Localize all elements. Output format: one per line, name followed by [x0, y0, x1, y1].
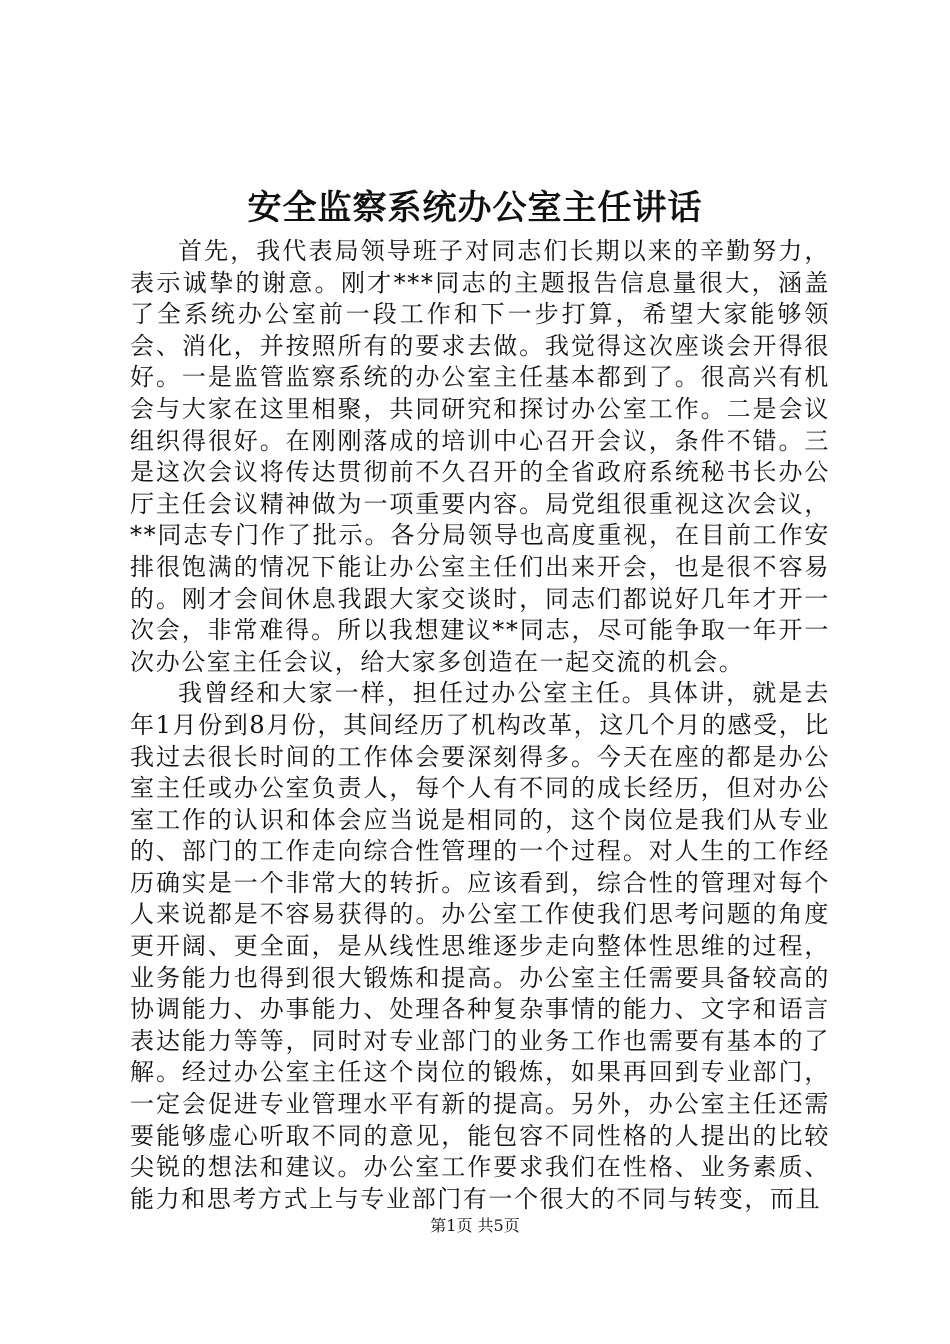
document-title: 安全监察系统办公室主任讲话 [247, 188, 703, 228]
document-body [130, 236, 830, 1215]
paragraph-1: 首先，我代表局领导班子对同志们长期以来的辛勤努力，表示诚挚的谢意。刚才***同志的主题报告信息量很大，涵盖了全系统办公室前一段工作和下一步打算，希望大家能够领会、消化，并按照所有的要求去做。我觉得这次座谈会开得很好。一是监管监察系统的办公室主任基本都到了。很高兴有机会与大家在这里相聚，共同研究和探讨办公室工作。二是会议组织得很好。在刚刚落成的培训中心召开会议，条件不错。三是这次会议将传达贯彻前不久召开的全省政府系统秘书长办公厅主任会议精神做为一项重要内容。局党组很重视这次会议，**同志专门作了批示。各分局领导也高度重视，在目前工作安排很饱满的情况下能让办公室主任们出来开会，也是很不容易的。刚才会间休息我跟大家交谈时，同志们都说好几年才开一次会，非常难得。所以我想建议**同志，尽可能争取一年开一次办公室主任会议，给大家多创造在一起交流的机会。 [130, 237, 830, 676]
page-number-footer: 第1页 共5页 [430, 1216, 520, 1235]
paragraph-2: 我曾经和大家一样，担任过办公室主任。具体讲，就是去年1月份到8月份，其间经历了机构改革，这几个月的感受，比我过去很长时间的工作体会要深刻得多。今天在座的都是办公室主任或办公室负责人，每个人有不同的成长经历，但对办公室工作的认识和体会应当说是相同的，这个岗位是我们从专业的、部门的工作走向综合性管理的一个过程。对人生的工作经历确实是一个非常大的转折。应该看到，综合性的管理对每个人来说都是不容易获得的。办公室工作使我们思考问题的角度更开阔、更全面，是从线性思维逐步走向整体性思维的过程，业务能力也得到很大锻炼和提高。办公室主任需要具备较高的协调能力、办事能力、处理各种复杂事情的能力、文字和语言表达能力等等，同时对专业部门的业务工作也需要有基本的了解。经过办公室主任这个岗位的锻炼，如果再回到专业部门，一定会促进专业管理水平有新的提高。另外，办公室主任还需要能够虚心听取不同的意见，能包容不同性格的人提出的比较尖锐的想法和建议。办公室工作要求我们在性格、业务素质、能力和思考方式上与专业部门有一个很大的不同与转变，而且 [130, 679, 830, 1213]
